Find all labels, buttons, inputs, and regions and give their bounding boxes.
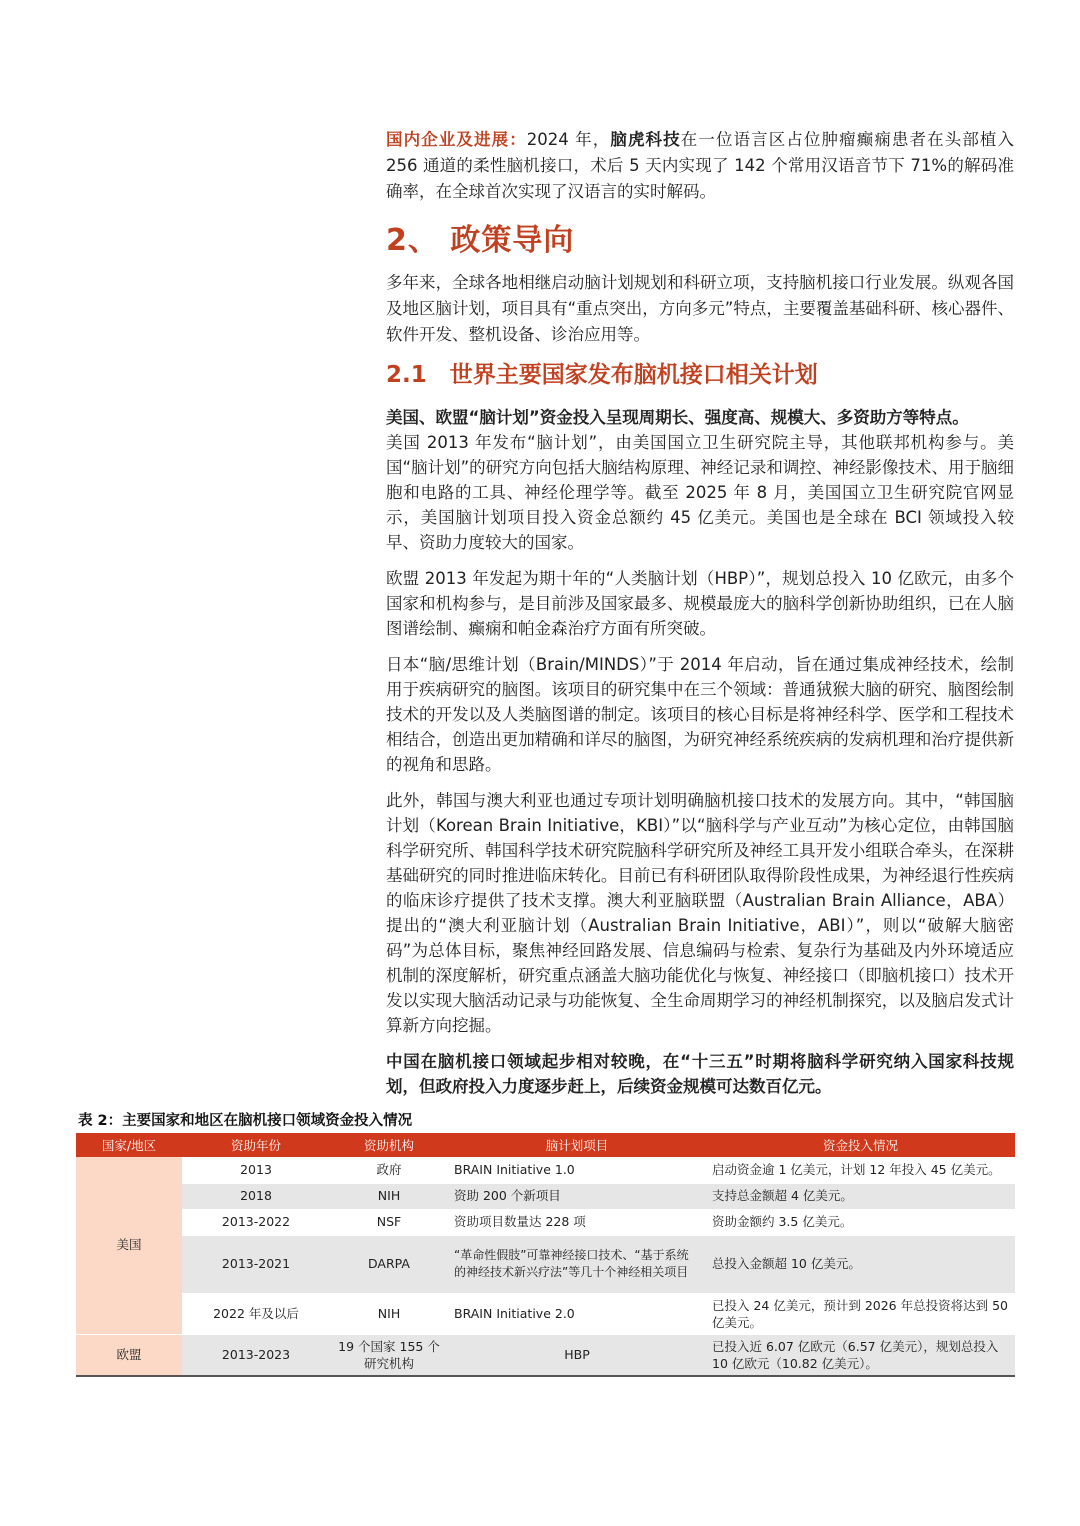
lead-paragraph: [386, 127, 1014, 205]
cell-year: 2013-2021: [182, 1235, 330, 1293]
header-org: 资助机构: [330, 1133, 448, 1157]
cell-funding: 总投入金额超 10 亿美元。: [706, 1235, 1015, 1293]
region-cell-eu: 欧盟: [76, 1334, 182, 1376]
paragraph-japan: 日本“脑/思维计划（Brain/MINDS）”于 2014 年启动，旨在通过集成神经技术，绘制用于疾病研究的脑图。该项目的研究集中在三个领域：普通狨猴大脑的研究、脑图绘制技术的开发以及人类脑图谱的制定。该项目的核心目标是将神经科学、医学和工程技术相结合，创造出更加精确和详尽的脑图，为研究神经系统疾病的发病机理和治疗提供新的视角和思路。: [386, 655, 1014, 774]
cell-org: 政府: [330, 1157, 448, 1183]
cell-funding: 已投入近 6.07 亿欧元（6.57 亿美元），规划总投入 10 亿欧元（10.82 亿美元）。: [706, 1334, 1015, 1376]
funding-table: [76, 1133, 1015, 1377]
cell-project: 资助项目数量达 228 项: [448, 1209, 706, 1235]
cell-project: BRAIN Initiative 2.0: [448, 1293, 706, 1334]
cell-year: 2013-2022: [182, 1209, 330, 1235]
paragraph-us-text: 美国 2013 年发布“脑计划”，由美国国立卫生研究院主导，其他联邦机构参与。美国“脑计划”的研究方向包括大脑结构原理、神经记录和调控、神经影像技术、用于脑细胞和电路的工具、神经伦理学等。截至 2025 年 8 月，美国国立卫生研究院官网显示，美国脑计划项目投入资金总额约 45 亿美元。美国也是全球在 BCI 领域投入较早、资助力度较大的国家。: [386, 433, 1014, 552]
lead-bold-company: 脑虎科技: [610, 130, 681, 149]
cell-org: NIH: [330, 1183, 448, 1209]
paragraph-eu: 欧盟 2013 年发起为期十年的“人类脑计划（HBP）”，规划总投入 10 亿欧元，由多个国家和机构参与，是目前涉及国家最多、规模最庞大的脑科学创新协助组织，已在人脑图谱绘制、癫痫和帕金森治疗方面有所突破。: [386, 569, 1014, 638]
cell-project: “革命性假肢”可靠神经接口技术、“基于系统的神经技术新兴疗法”等几十个神经相关项目: [448, 1235, 706, 1293]
section-heading: 2、 政策导向: [386, 223, 575, 258]
cell-org: DARPA: [330, 1235, 448, 1293]
cell-year: 2018: [182, 1183, 330, 1209]
table-row: [76, 1209, 1015, 1235]
table-row: [76, 1293, 1015, 1334]
table-caption: 表 2：主要国家和地区在脑机接口领域资金投入情况: [78, 1113, 413, 1129]
section-intro: 多年来，全球各地相继启动脑计划规划和科研立项，支持脑机接口行业发展。纵观各国及地区脑计划，项目具有“重点突出，方向多元”特点，主要覆盖基础科研、核心器件、软件开发、整机设备、诊治应用等。: [386, 273, 1014, 344]
header-region: 国家/地区: [76, 1133, 182, 1157]
lead-text-2: 在一位语言区占位肿瘤癫痫患者在头部植入 256 通道的柔性脑机接口，术后 5 天内实现了 142 个常用汉语音节下 71%的解码准确率，在全球首次实现了汉语言的实时解码。: [386, 130, 1015, 201]
cell-project: 资助 200 个新项目: [448, 1183, 706, 1209]
paragraph-korea-australia: 此外，韩国与澳大利亚也通过专项计划明确脑机接口技术的发展方向。其中，“韩国脑计划（Korean Brain Initiative，KBI）”以“脑科学与产业互动”为核心定位，由韩国脑科学研究所、韩国科学技术研究院脑科学研究所及神经工具开发小组联合牵头，在深耕基础研究的同时推进临床转化。目前已有科研团队取得阶段性成果，为神经退行性疾病的临床诊疗提供了技术支撑。澳大利亚脑联盟（Australian Brain Alliance，ABA）提出的“澳大利亚脑计划（Australian Brain Initiative，ABI）”，则以“破解大脑密码”为总体目标，聚焦神经回路发展、信息编码与检索、复杂行为基础及内外环境适应机制的深度解析，研究重点涵盖大脑功能优化与恢复、神经接口（即脑机接口）技术开发以实现大脑活动记录与功能恢复、全生命周期学习的神经机制探究，以及脑启发式计算新方向挖掘。: [386, 791, 1014, 1035]
header-funding: 资金投入情况: [706, 1133, 1015, 1157]
lead-text-1: 2024 年，: [526, 130, 611, 149]
cell-funding: 资助金额约 3.5 亿美元。: [706, 1209, 1015, 1235]
header-project: 脑计划项目: [448, 1133, 706, 1157]
region-cell-us: 美国: [76, 1157, 182, 1334]
cell-project: HBP: [448, 1334, 706, 1376]
table-header-row: [76, 1133, 1015, 1157]
paragraph-china: 中国在脑机接口领域起步相对较晚，在“十三五”时期将脑科学研究纳入国家科技规划，但政府投入力度逐步赶上，后续资金规模可达数百亿元。: [386, 1052, 1014, 1096]
cell-year: 2022 年及以后: [182, 1293, 330, 1334]
cell-org: NIH: [330, 1293, 448, 1334]
lead-tag: 国内企业及进展：: [386, 130, 527, 149]
cell-funding: 支持总金额超 4 亿美元。: [706, 1183, 1015, 1209]
cell-funding: 已投入 24 亿美元，预计到 2026 年总投资将达到 50 亿美元。: [706, 1293, 1015, 1334]
table-row: [76, 1334, 1015, 1376]
cell-year: 2013-2023: [182, 1334, 330, 1376]
paragraph-us: [386, 405, 1014, 555]
cell-funding: 启动资金逾 1 亿美元，计划 12 年投入 45 亿美元。: [706, 1157, 1015, 1183]
table-row: [76, 1235, 1015, 1293]
paragraph-us-bold: 美国、欧盟“脑计划”资金投入呈现周期长、强度高、规模大、多资助方等特点。: [386, 408, 969, 427]
header-year: 资助年份: [182, 1133, 330, 1157]
table-row: [76, 1183, 1015, 1209]
cell-org: 19 个国家 155 个研究机构: [330, 1334, 448, 1376]
table-row: [76, 1157, 1015, 1183]
cell-year: 2013: [182, 1157, 330, 1183]
cell-project: BRAIN Initiative 1.0: [448, 1157, 706, 1183]
subsection-heading: 2.1 世界主要国家发布脑机接口相关计划: [386, 362, 818, 388]
cell-org: NSF: [330, 1209, 448, 1235]
